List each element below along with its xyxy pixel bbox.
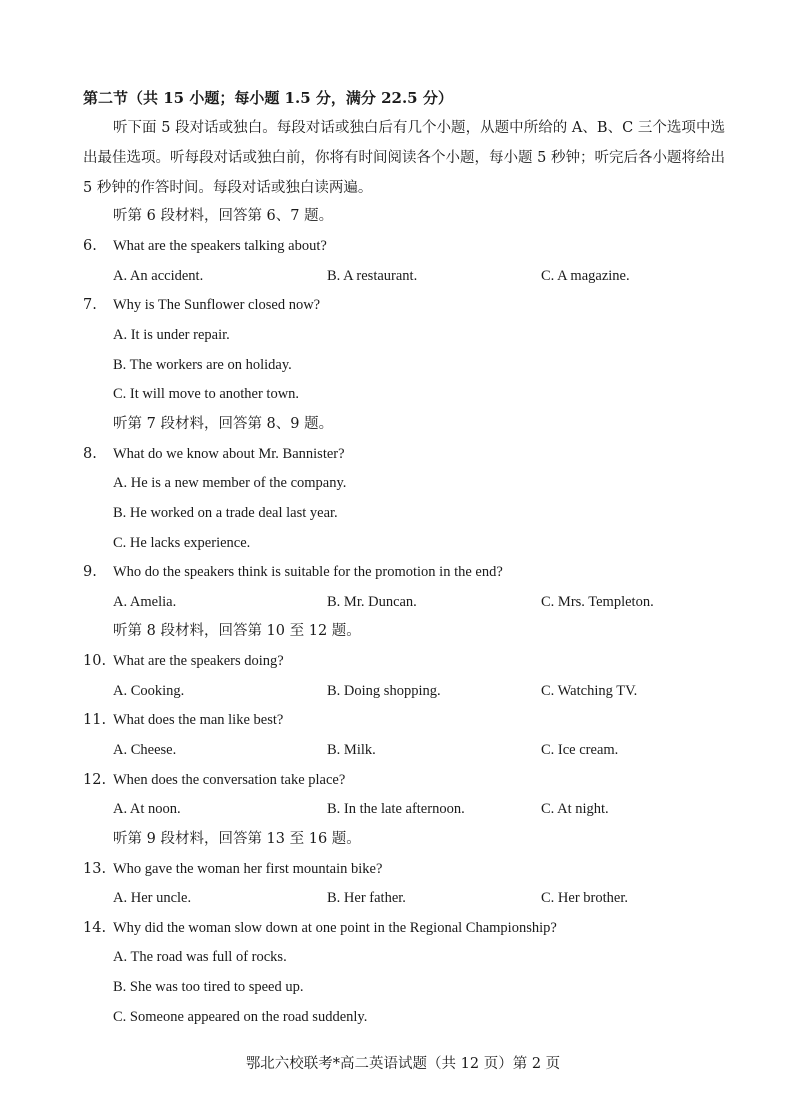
section-title: 第二节（共 15 小题；每小题 1.5 分，满分 22.5 分） [83, 89, 453, 107]
option-c: C. Her brother. [541, 890, 628, 906]
instruction-9: 听第 9 段材料，回答第 13 至 16 题。 [113, 831, 361, 847]
section-intro: 听下面 5 段对话或独白。每段对话或独白后有几个小题，从题中所给的 A、B、C 三个选项中选出最佳选项。听每段对话或独白前，你将有时间阅读各个小题，每小题 5 秒钟；听完后各小题将给出 5 秒钟的作答时间。每段对话或独白读两遍。 [83, 120, 725, 196]
option-a: A. He is a new member of the company. [113, 475, 347, 491]
option-c: C. Watching TV. [541, 683, 638, 699]
question-text: What are the speakers talking about? [113, 238, 327, 254]
question-text: What do we know about Mr. Bannister? [113, 446, 345, 462]
option-a: A. At noon. [113, 801, 181, 817]
option-b: B. She was too tired to speed up. [113, 979, 304, 995]
option-b: B. He worked on a trade deal last year. [113, 505, 338, 521]
option-c: C. Mrs. Templeton. [541, 594, 654, 610]
option-b: B. Milk. [327, 742, 376, 758]
option-a: A. The road was full of rocks. [113, 949, 287, 965]
option-c: C. Someone appeared on the road suddenly. [113, 1009, 368, 1025]
option-b: B. Mr. Duncan. [327, 594, 417, 610]
instruction-6: 听第 6 段材料，回答第 6、7 题。 [113, 208, 334, 224]
option-a: A. It is under repair. [113, 327, 230, 343]
option-c: C. He lacks experience. [113, 535, 251, 551]
option-a: A. Cheese. [113, 742, 177, 758]
option-a: A. Amelia. [113, 594, 177, 610]
question-number: 11. [83, 712, 107, 728]
question-text: Who do the speakers think is suitable for the promotion in the end? [113, 564, 503, 580]
option-b: B. In the late afternoon. [327, 801, 465, 817]
question-number: 13. [83, 861, 107, 877]
question-text: What are the speakers doing? [113, 653, 284, 669]
question-number: 8. [83, 446, 97, 462]
question-number: 7. [83, 297, 97, 313]
page-footer: 鄂北六校联考*高二英语试题（共 12 页）第 2 页 [245, 1056, 561, 1072]
option-a: A. An accident. [113, 268, 204, 284]
question-text: What does the man like best? [113, 712, 284, 728]
question-text: Who gave the woman her first mountain bike? [113, 861, 383, 877]
option-c: C. It will move to another town. [113, 386, 300, 402]
option-b: B. Doing shopping. [327, 683, 441, 699]
question-number: 10. [83, 653, 107, 669]
instruction-7: 听第 7 段材料，回答第 8、9 题。 [113, 416, 334, 432]
question-number: 14. [83, 920, 107, 936]
option-b: B. The workers are on holiday. [113, 357, 292, 373]
option-a: A. Cooking. [113, 683, 185, 699]
question-number: 6. [83, 238, 97, 254]
instruction-8: 听第 8 段材料，回答第 10 至 12 题。 [113, 623, 361, 639]
question-number: 9. [83, 564, 97, 580]
question-number: 12. [83, 772, 107, 788]
option-b: B. A restaurant. [327, 268, 418, 284]
option-b: B. Her father. [327, 890, 406, 906]
option-c: C. A magazine. [541, 268, 630, 284]
question-text: Why did the woman slow down at one point in the Regional Championship? [113, 920, 557, 936]
question-text: Why is The Sunflower closed now? [113, 297, 321, 313]
option-a: A. Her uncle. [113, 890, 192, 906]
question-text: When does the conversation take place? [113, 772, 346, 788]
option-c: C. Ice cream. [541, 742, 619, 758]
option-c: C. At night. [541, 801, 609, 817]
